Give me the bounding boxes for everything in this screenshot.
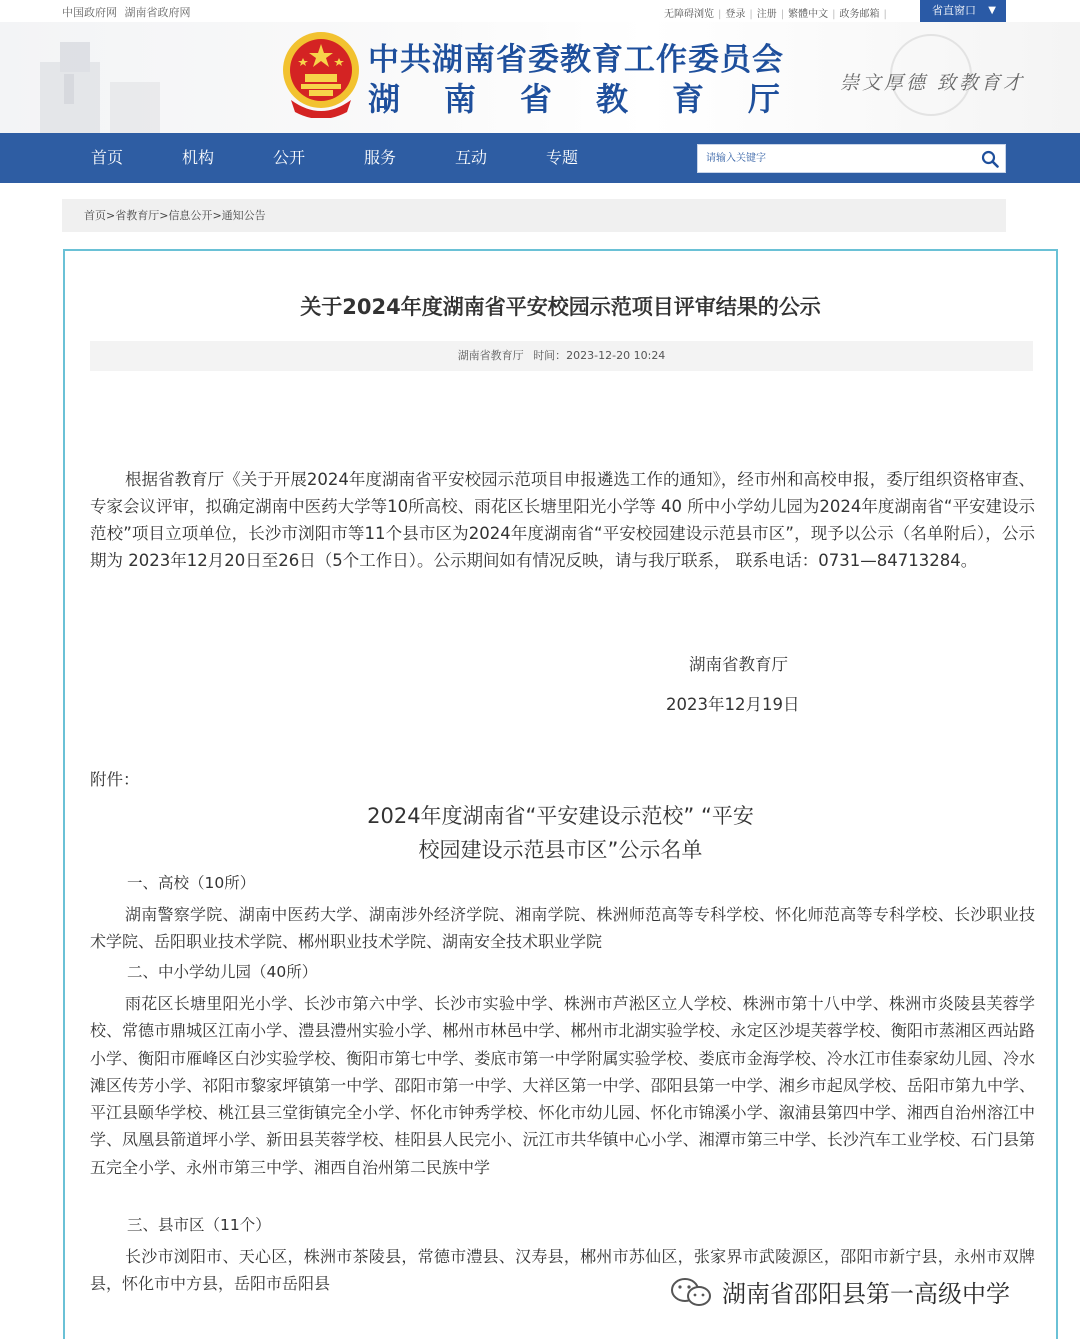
link-accessibility[interactable]: 无障碍浏览 — [664, 9, 714, 20]
link-hunan-gov[interactable]: 湖南省政府网 — [124, 6, 191, 19]
nav-item-home[interactable]: 首页 — [91, 148, 124, 167]
portal-dropdown-button[interactable] — [920, 0, 1006, 22]
section-content-schools: 雨花区长塘里阳光小学、长沙市第六中学、长沙市实验中学、株洲市芦淞区立人学校、株洲市第十八中学、株洲市炎陵县芙蓉学校、常德市鼎城区江南小学、澧县澧州实验小学、郴州市林邑中学、郴州市北湖实验学校、永定区沙堤芙蓉学校、衡阳市蒸湘区西站路小学、衡阳市雁峰区白沙实验学校、衡阳市第七中学、娄底市第一中学附属实验学校、娄底市金海学校、冷水江市佳泰家幼儿园、冷水滩区传芳小学、祁阳市黎家坪镇第一中学、邵阳市第一中学、大祥区第一中学、邵阳县第一中学、湘乡市起凤学校、岳阳市第九中学、平江县颐华学校、桃江县三堂街镇完全小学、怀化市钟秀学校、怀化市幼儿园、怀化市锦溪小学、溆浦县第四中学、湘西自治州溶江中学、凤凰县箭道坪小学、新田县芙蓉学校、桂阳县人民完小、沅江市共华镇中心小学、湘潭市第三中学、长沙汽车工业学校、石门县第五完全小学、永州市第三中学、湘西自治州第二民族中学 — [90, 994, 1035, 1177]
divider: | — [749, 9, 753, 20]
divider: | — [883, 9, 887, 20]
link-login[interactable]: 登录 — [725, 9, 746, 20]
national-emblem-icon — [281, 30, 361, 118]
nav-item-services[interactable]: 服务 — [364, 148, 397, 167]
article-container — [63, 249, 1058, 1339]
article-body: 根据省教育厅《关于开展2024年度湖南省平安校园示范项目申报遴选工作的通知》，经市州和高校申报，委厅组织资格审查、专家会议评审，拟确定湖南中医药大学等10所高校、雨花区长塘里阳光小学等 40 所中小学幼儿园为2024年度湖南省“平安建设示范校”项目立项单位，长沙市浏阳市等11个县市区为2024年度湖南省“平安校园建设示范县市区”，现予以公示（名单附后），公示期为 2023年12月20日至26日（5个工作日）。公示期间如有情况反映，请与我厅联系， 联系电话：0731—84713284。 — [90, 470, 1035, 570]
watermark-text: 湖南省邵阳县第一高级中学 — [722, 1280, 1010, 1308]
motto: 崇文厚德 致教育才 — [840, 72, 1026, 94]
wechat-icon — [668, 1276, 714, 1308]
breadcrumb-home[interactable]: 首页 — [84, 209, 106, 222]
search-box — [697, 144, 1006, 173]
attachment-label: 附件： — [90, 770, 140, 789]
article-meta — [90, 341, 1033, 371]
section-heading-counties: 三、县市区（11个） — [127, 1216, 271, 1234]
nav-item-disclosure[interactable]: 公开 — [273, 148, 306, 167]
divider: | — [832, 9, 836, 20]
signature-org: 湖南省教育厅 — [689, 655, 788, 674]
nav-item-organization[interactable]: 机构 — [182, 148, 215, 167]
link-gov-mail[interactable]: 政务邮箱 — [839, 9, 880, 20]
breadcrumb-department[interactable]: 省教育厅 — [115, 209, 160, 222]
link-register[interactable]: 注册 — [756, 9, 777, 20]
link-traditional-chinese[interactable]: 繁體中文 — [788, 9, 829, 20]
site-title: 中共湖南省委教育工作委员会 — [368, 42, 784, 78]
divider: | — [780, 9, 785, 20]
article-title: 关于2024年度湖南省平安校园示范项目评审结果的公示 — [300, 295, 821, 319]
header-banner — [0, 22, 1080, 133]
search-input[interactable] — [698, 145, 968, 172]
nav-item-topics[interactable]: 专题 — [546, 148, 579, 167]
search-icon[interactable] — [981, 150, 999, 168]
breadcrumb: 首页>省教育厅>信息公开>通知公告 — [62, 199, 1006, 232]
divider: | — [718, 9, 722, 20]
article-time: 时间：2023-12-20 10:24 — [533, 349, 666, 362]
nav-item-interaction[interactable]: 互动 — [455, 148, 488, 167]
breadcrumb-disclosure[interactable]: 信息公开 — [168, 209, 213, 222]
top-right-links — [664, 5, 891, 20]
list-title-line-2: 校园建设示范县市区”公示名单 — [418, 838, 703, 862]
article-source: 湖南省教育厅 — [457, 349, 524, 362]
breadcrumb-notices[interactable]: 通知公告 — [221, 209, 266, 222]
list-title — [65, 799, 1056, 867]
signature-date: 2023年12月19日 — [666, 695, 800, 714]
top-utility-bar — [0, 0, 1080, 22]
section-content-universities: 湖南警察学院、湖南中医药大学、湖南涉外经济学院、湘南学院、株洲师范高等专科学校、怀化师范高等专科学校、长沙职业技术学院、岳阳职业技术学院、郴州职业技术学院、湖南安全技术职业学院 — [90, 905, 1035, 952]
portal-label: 省直窗口 — [932, 4, 976, 17]
section-heading-schools: 二、中小学幼儿园（40所） — [127, 963, 318, 981]
caret-down-icon: ▼ — [988, 5, 996, 16]
section-heading-universities: 一、高校（10所） — [127, 874, 256, 892]
building-illustration-icon — [0, 22, 180, 133]
top-left-links — [62, 4, 195, 20]
list-title-line-1: 2024年度湖南省“平安建设示范校” “平安 — [367, 804, 754, 828]
link-gov-cn[interactable]: 中国政府网 — [62, 6, 117, 19]
section-content-counties: 长沙市浏阳市、天心区，株洲市茶陵县，常德市澧县、汉寿县，郴州市苏仙区，张家界市武陵源区，邵阳市新宁县，永州市双牌县，怀化市中方县，岳阳市岳阳县 — [90, 1247, 1035, 1294]
department-name: 湖南省教育厅 — [368, 80, 825, 118]
